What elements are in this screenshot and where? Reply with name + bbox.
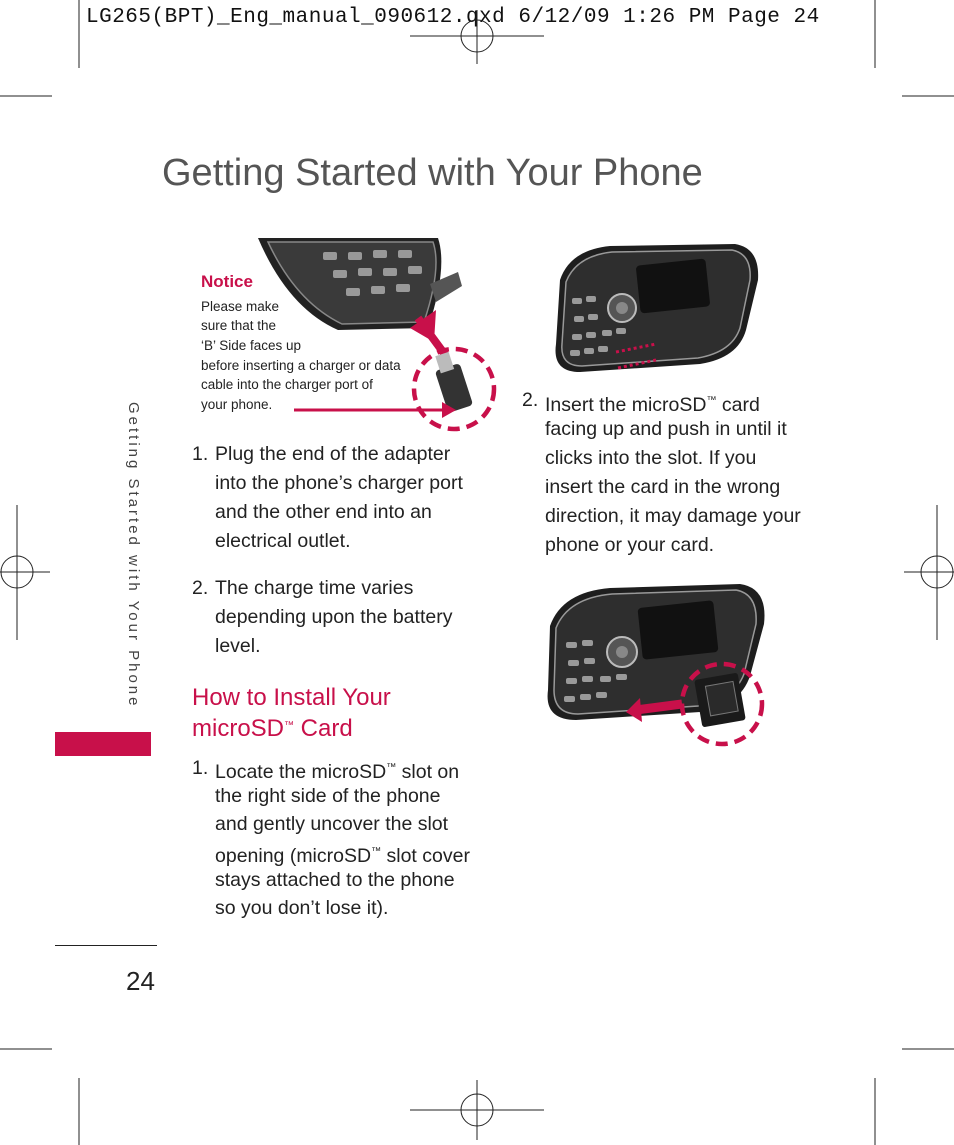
- page-title: Getting Started with Your Phone: [162, 152, 703, 194]
- step-number: 1.: [192, 757, 209, 779]
- heading-line: microSD™ Card: [192, 715, 353, 742]
- step-line: the right side of the phone: [215, 785, 441, 807]
- step-line: and gently uncover the slot: [215, 813, 449, 835]
- footer-rule: [55, 945, 157, 946]
- side-label-text: Getting Started with Your Phone: [125, 402, 142, 709]
- step-line: opening (microSD™ slot cover: [215, 845, 470, 867]
- notice-line: Please make: [201, 299, 280, 314]
- notice-title: Notice: [201, 272, 253, 291]
- step-line: level.: [215, 635, 261, 657]
- step-line: so you don’t lose it).: [215, 897, 389, 919]
- step-line: Insert the microSD™ card: [545, 394, 760, 416]
- step-line: facing up and push in until it: [545, 418, 787, 440]
- notice-line: sure that the: [201, 318, 277, 333]
- step-line: Locate the microSD™ slot on: [215, 761, 460, 783]
- step-number: 1.: [192, 443, 209, 465]
- microsd-heading: [192, 684, 391, 743]
- notice-line: cable into the charger port of: [201, 377, 373, 392]
- step-line: phone or your card.: [545, 534, 715, 556]
- step-line: clicks into the slot. If you: [545, 447, 757, 469]
- step-line: electrical outlet.: [215, 530, 351, 552]
- step-line: and the other end into an: [215, 501, 432, 523]
- step-line: Plug the end of the adapter: [215, 443, 451, 465]
- step-line: stays attached to the phone: [215, 869, 455, 891]
- notice-line: your phone.: [201, 397, 273, 412]
- step-number: 2.: [522, 389, 539, 411]
- step-line: insert the card in the wrong: [545, 476, 781, 498]
- notice-line: before inserting a charger or data: [201, 358, 401, 373]
- print-header: LG265(BPT)_Eng_manual_090612.qxd 6/12/09 1:26 PM Page 24: [86, 6, 820, 29]
- side-tab-accent: [55, 732, 151, 756]
- step-line: depending upon the battery: [215, 606, 453, 628]
- notice-line: ‘B’ Side faces up: [201, 338, 302, 353]
- step-line: direction, it may damage your: [545, 505, 801, 527]
- page-number: 24: [126, 966, 155, 996]
- phone-slot-illustration: [550, 240, 770, 380]
- heading-line: How to Install Your: [192, 684, 391, 711]
- step-line: The charge time varies: [215, 577, 414, 599]
- microsd-insert-illustration: [540, 580, 780, 750]
- step-line: into the phone’s charger port: [215, 472, 463, 494]
- step-number: 2.: [192, 577, 209, 599]
